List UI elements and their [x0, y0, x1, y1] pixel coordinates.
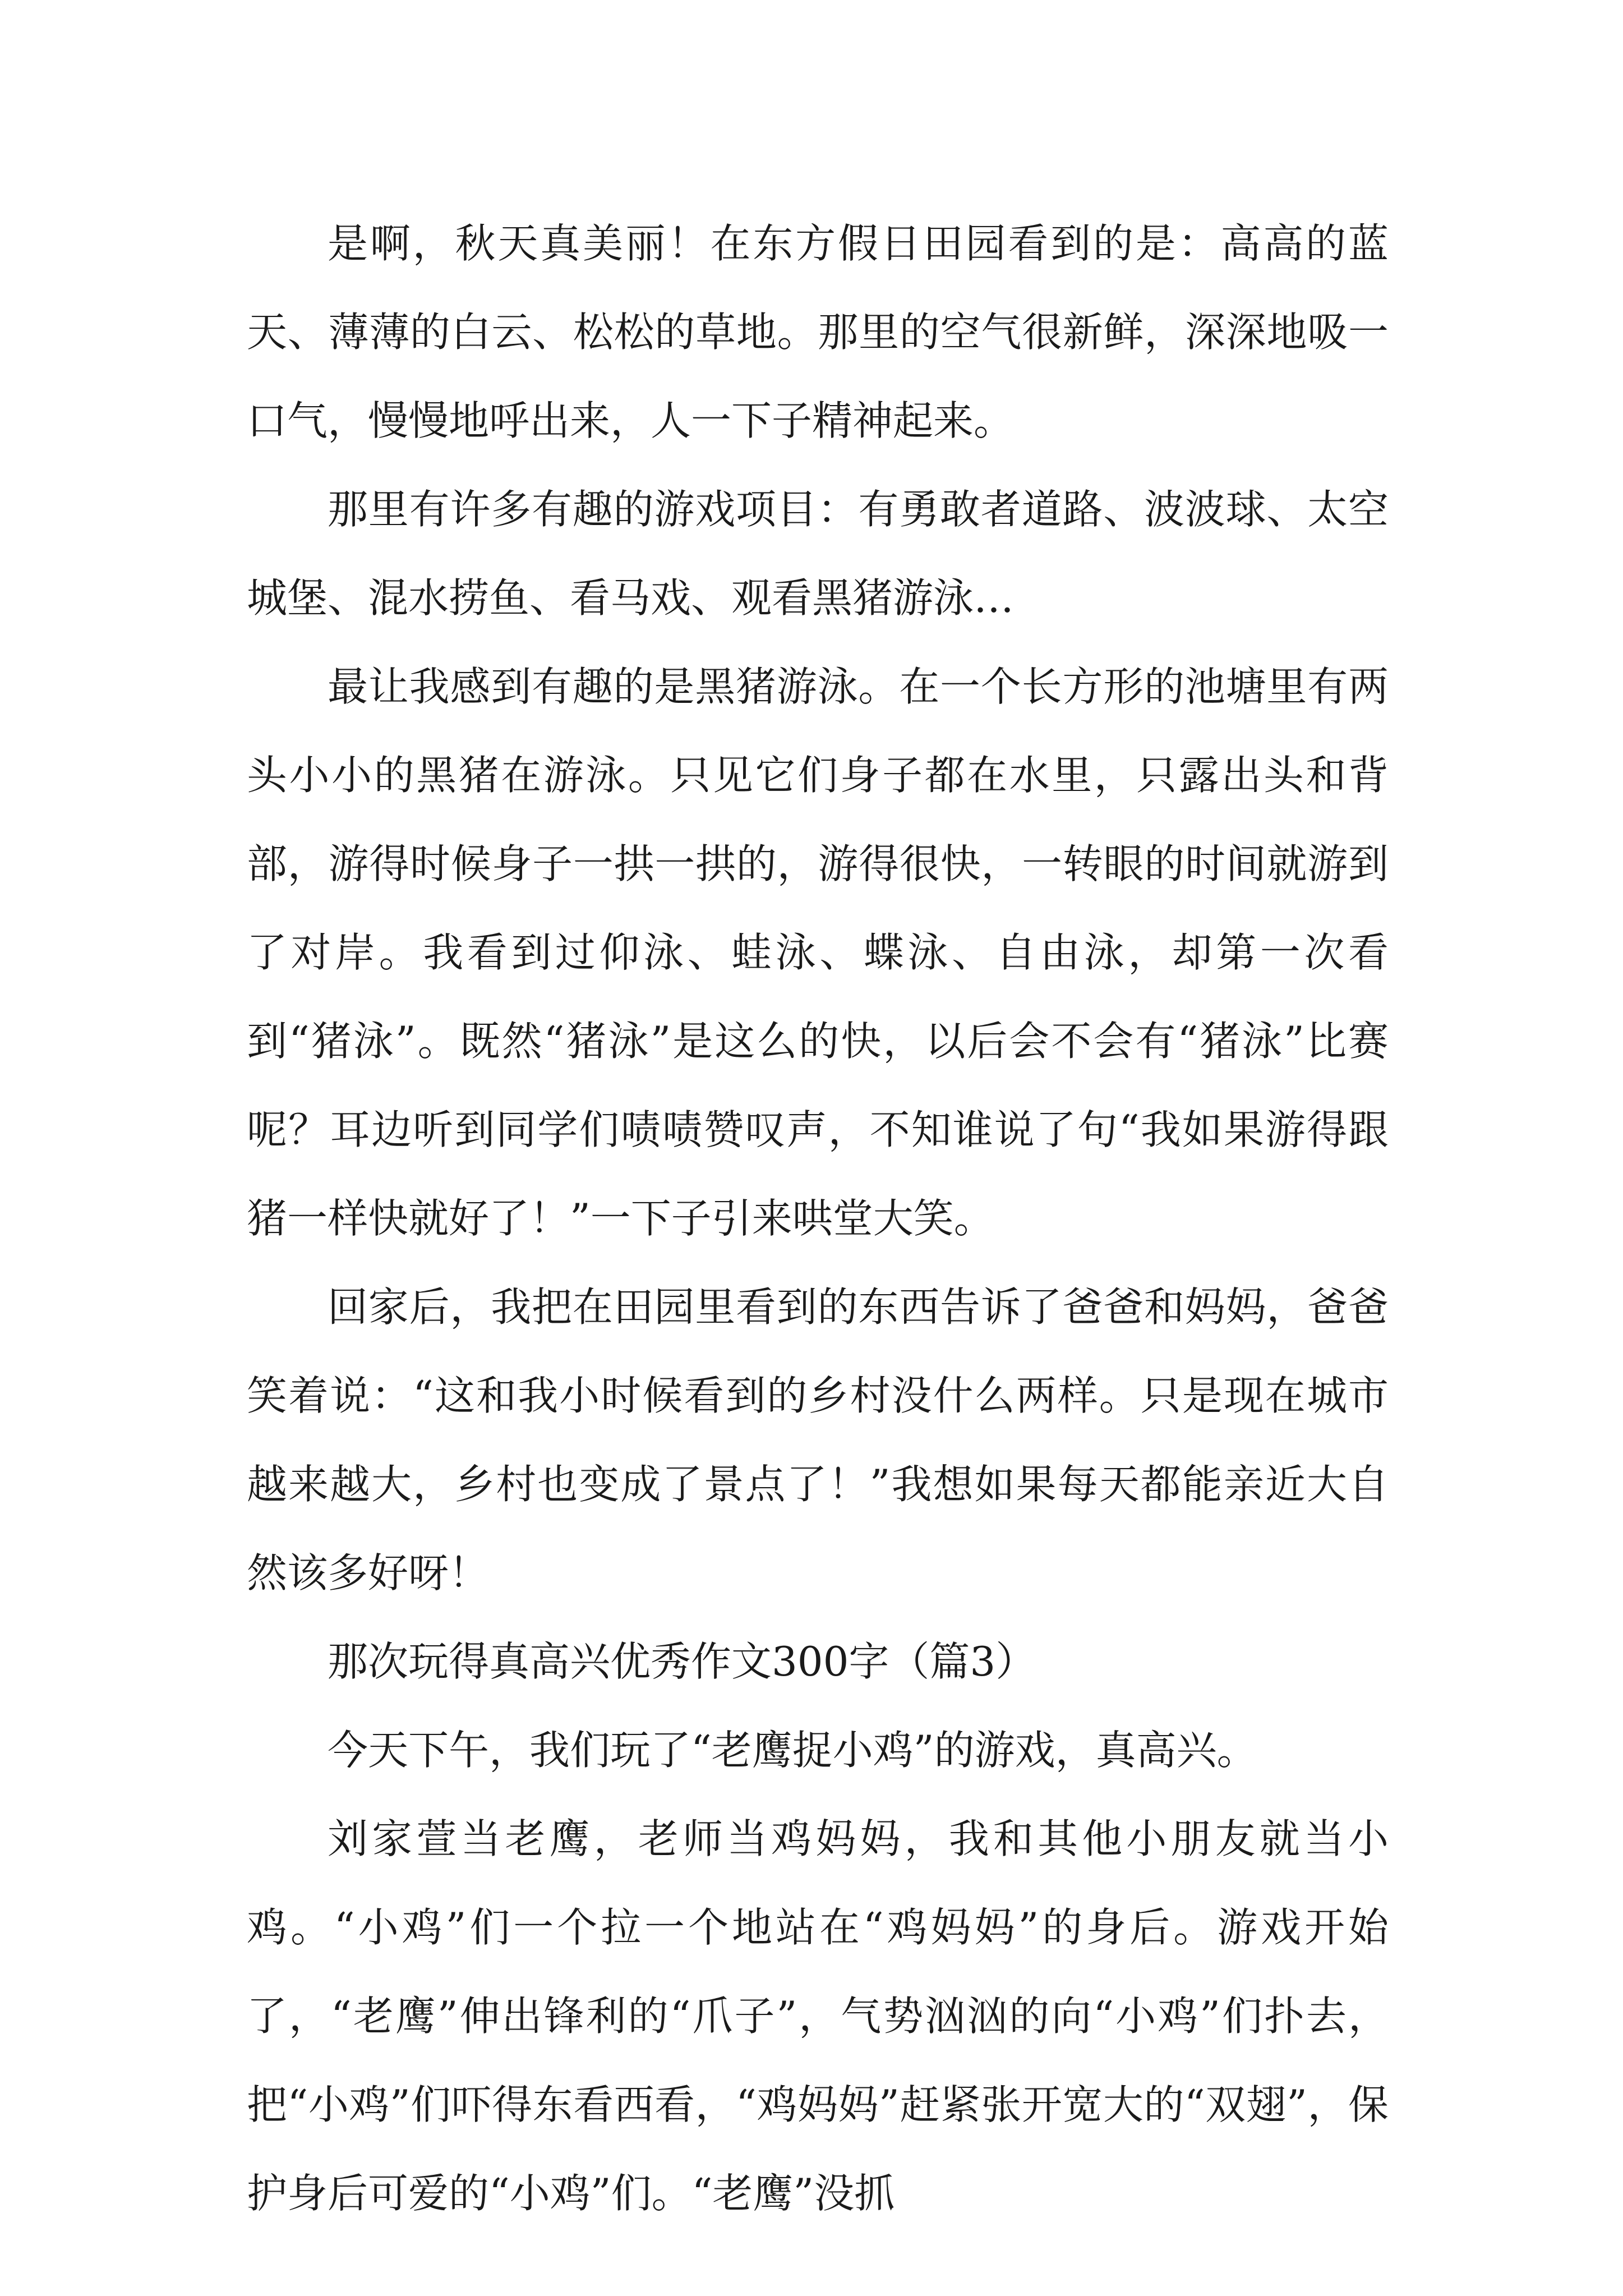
- paragraph-pig-swimming: 最让我感到有趣的是黑猪游泳。在一个长方形的池塘里有两头小小的黑猪在游泳。只见它们身子都在水里，只露出头和背部，游得时候身子一拱一拱的，游得很快，一转眼的时间就游到了对岸。我看到过仰泳、蛙泳、蝶泳、自由泳，却第一次看到“猪泳”。既然“猪泳”是这么的快，以后会不会有“猪泳”比赛呢？耳边听到同学们啧啧赞叹声，不知谁说了句“我如果游得跟猪一样快就好了！”一下子引来哄堂大笑。: [247, 663, 1389, 1242]
- paragraph-autumn-scenery: 是啊，秋天真美丽！在东方假日田园看到的是：高高的蓝天、薄薄的白云、松松的草地。那里的空气很新鲜，深深地吸一口气，慢慢地呼出来，人一下子精神起来。: [247, 220, 1389, 444]
- document-page: [247, 199, 1389, 2238]
- paragraph-eagle-game-roles: 刘家萱当老鹰，老师当鸡妈妈，我和其他小朋友就当小鸡。“小鸡”们一个拉一个地站在“鸡妈妈”的身后。游戏开始了，“老鹰”伸出锋利的“爪子”，气势汹汹的向“小鸡”们扑去，把“小鸡”们吓得东看西看，“鸡妈妈”赶紧张开宽大的“双翅”，保护身后可爱的“小鸡”们。“老鹰”没抓: [247, 1815, 1389, 2217]
- paragraph-eagle-game-intro: 今天下午，我们玩了“老鹰捉小鸡”的游戏，真高兴。: [328, 1727, 1257, 1774]
- paragraph-game-list: 那里有许多有趣的游戏项目：有勇敢者道路、波波球、太空城堡、混水捞鱼、看马戏、观看黑猪游泳…: [247, 486, 1389, 622]
- paragraph-going-home: 回家后，我把在田园里看到的东西告诉了爸爸和妈妈，爸爸笑着说：“这和我小时候看到的乡村没什么两样。只是现在城市越来越大，乡村也变成了景点了！”我想如果每天都能亲近大自然该多好呀！: [247, 1283, 1389, 1596]
- section-title: 那次玩得真高兴优秀作文300字（篇3）: [328, 1638, 1036, 1685]
